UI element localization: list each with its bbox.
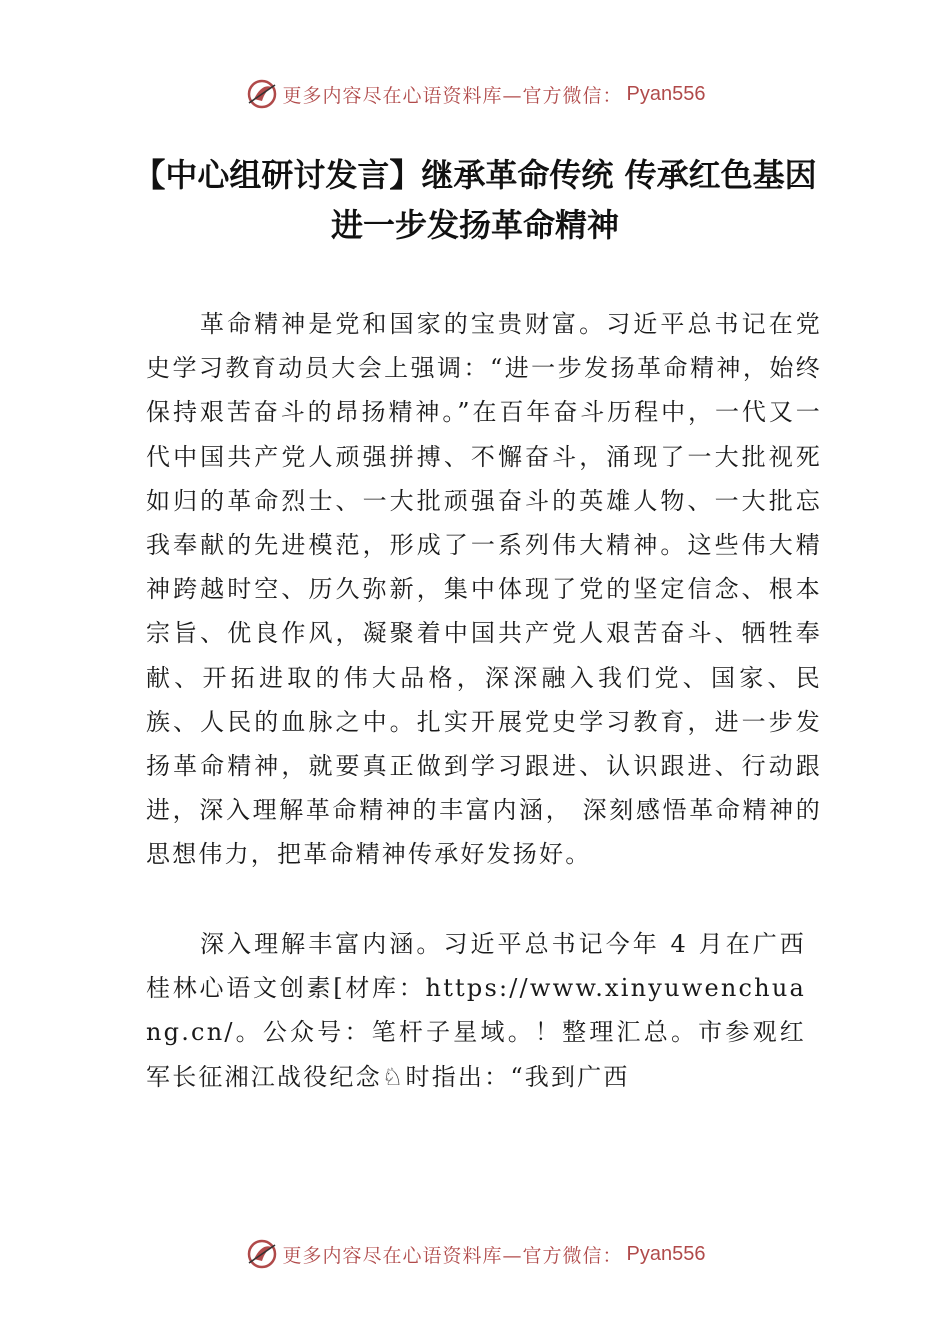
header-banner xyxy=(0,74,950,114)
logo-icon xyxy=(245,1237,279,1271)
body-paragraph: 深入理解丰富内涵。习近平总书记今年 4 月在广西桂林心语文创素[材库：https://www.xinyuwenchuang.cn/。公众号：笔杆子星域。！整理汇总。市参观红军长征湘江战役纪念♘时指出：“我到广西 xyxy=(146,930,806,1091)
logo-icon xyxy=(245,77,279,111)
body-paragraph: 革命精神是党和国家的宝贵财富。习近平总书记在党史学习教育动员大会上强调：“进一步发扬革命精神，始终保持艰苦奋斗的昂扬精神。”在百年奋斗历程中，一代又一代中国共产党人顽强拼搏、不懈奋斗，涌现了一大批视死如归的革命烈士、一大批顽强奋斗的英雄人物、一大批忘我奉献的先进模范，形成了一系列伟大精神。这些伟大精神跨越时空、历久弥新，集中体现了党的坚定信念、根本宗旨、优良作风，凝聚着中国共产党人艰苦奋斗、牺牲奉献、开拓进取的伟大品格，深深融入我们党、国家、民族、人民的血脉之中。扎实开展党史学习教育，进一步发扬革命精神，就要真正做到学习跟进、认识跟进、行动跟进，深入理解革命精神的丰富内涵， 深刻感悟革命精神的思想伟力，把革命精神传承好发扬好。 xyxy=(146,310,822,869)
banner-text: 更多内容尽在心语资料库—官方微信： xyxy=(282,84,623,107)
banner-text: 更多内容尽在心语资料库—官方微信： xyxy=(282,1244,623,1267)
banner-wechat-id: Pyan556 xyxy=(626,1242,706,1265)
footer-banner xyxy=(0,1234,950,1274)
document-title: 【中心组研讨发言】继承革命传统 传承红色基因进一步发扬革命精神 xyxy=(133,156,817,244)
banner-wechat-id: Pyan556 xyxy=(626,82,706,105)
